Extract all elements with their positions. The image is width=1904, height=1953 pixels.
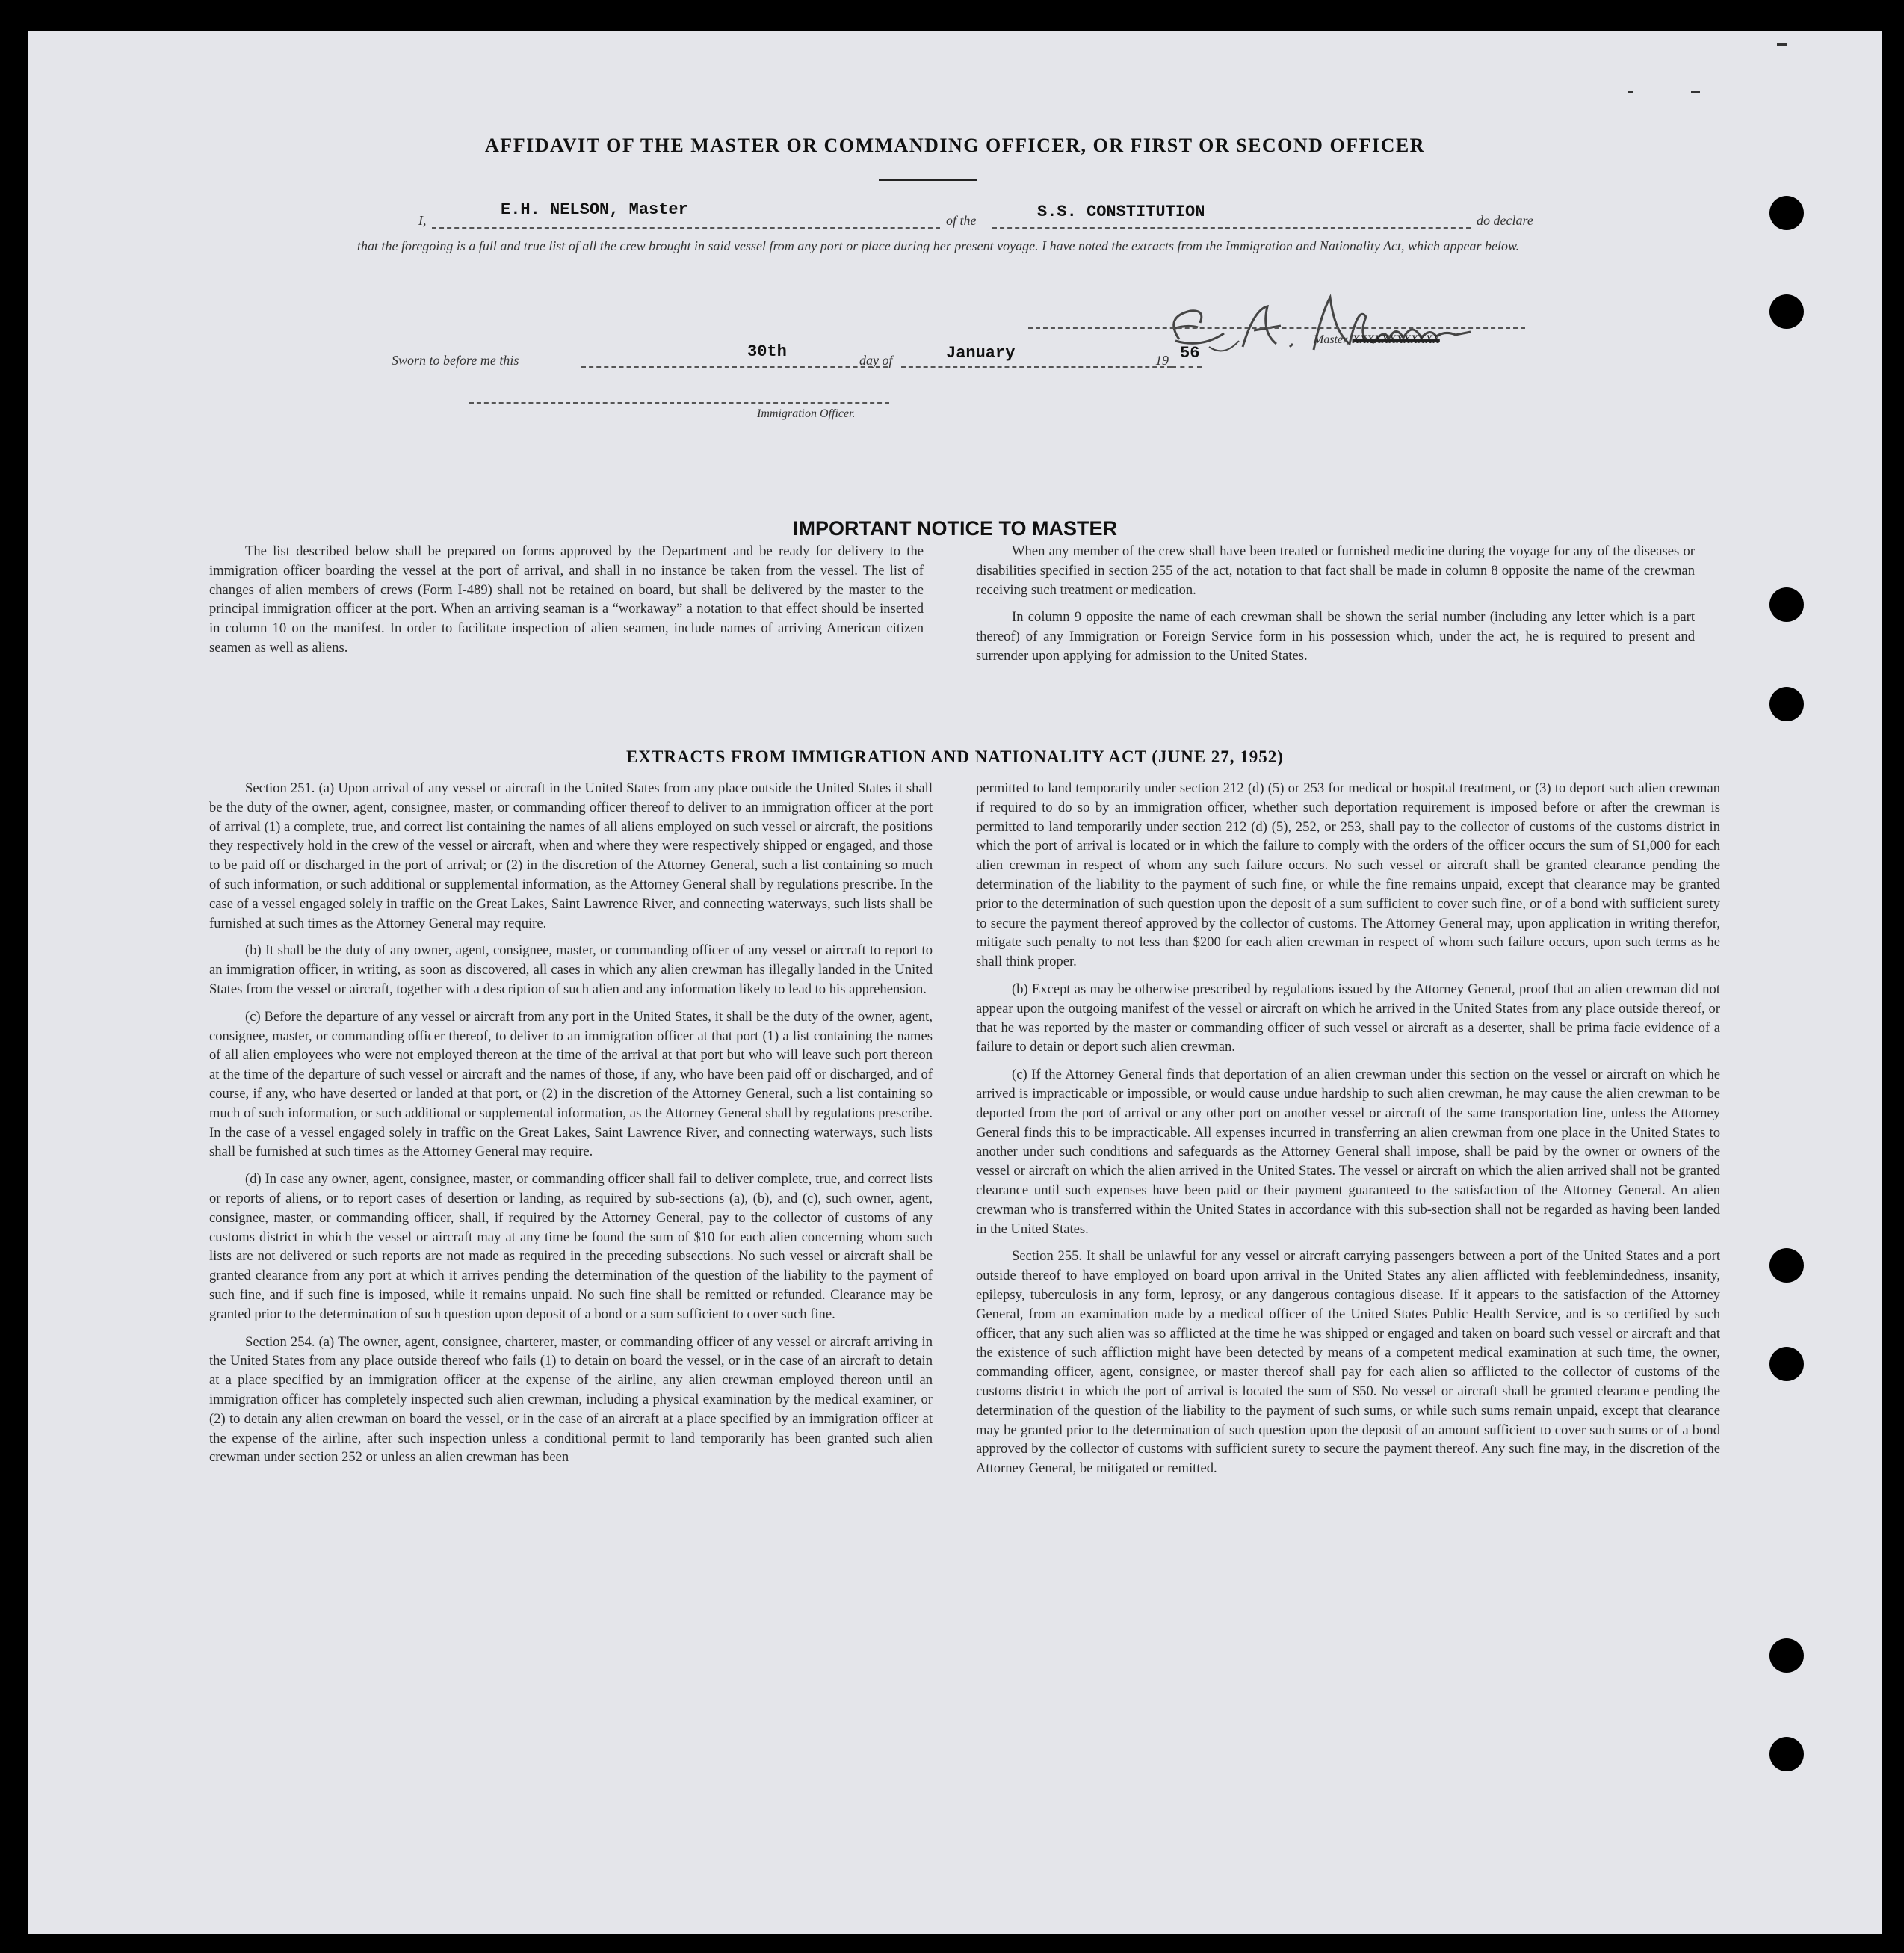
sworn-day-value: 30th (747, 342, 787, 361)
scan-mark (1691, 91, 1700, 93)
notice-title: IMPORTANT NOTICE TO MASTER (793, 517, 1117, 540)
master-name-line (432, 227, 940, 229)
label-year-prefix: 19 (1155, 353, 1169, 368)
punch-hole (1769, 587, 1804, 622)
notice-paragraph: In column 9 opposite the name of each crewman shall be shown the serial number (including any letter which is a part thereof) of any Immigration or Foreign Service form in his possession which, under the act, he is required to present and surrender upon applying for admission to the United States. (976, 609, 1695, 664)
section-251-d: (d) In case any owner, agent, consignee, master, or commanding officer shall fail to deliver complete, true, and correct lists or reports of aliens, or to report cases of desertion or landing, as required by sub-sections (a), (b), and (c), such owner, agent, consignee, master, or commanding officer, shall, if required by the Attorney General, pay to the collector of customs of any customs district in which the vessel or aircraft may at any time be found the sum of $10 for each alien concerning whom such lists are not delivered or such reports are not made as required in the preceding subsections. No such vessel or aircraft shall be granted clearance from any port at which it arrives pending the determination of the question of the liability to the payment of such fine, and if such fine is imposed, while it remains unpaid. No such fine shall be remitted or refunded. Clearance may be granted prior to the determination of such question upon deposit of a bond or a sum sufficient to cover such fine. (209, 1171, 933, 1322)
master-signature-line (1028, 327, 1525, 329)
sworn-month-line (901, 366, 1172, 368)
master-caption (1314, 333, 1440, 347)
section-251-c: (c) Before the departure of any vessel or aircraft from any port in the United States, it shall be the duty of the owner, agent, consignee, master, or commanding officer thereof, to deliver to an immigration officer at that port (1) a list containing the names of all alien employees who were not employed thereon at the time of the arrival at that port but who will leave such port thereon at the time of the departure of such vessel or aircraft and the names of those, if any, who have been paid off or discharged, and of course, if any, who have deserted or landed at that port, or (2) in the discretion of the Attorney General, such a list containing so much of such information, or such additional or supplemental information, as the Attorney General shall by regulations prescribe. In the case of a vessel engaged solely in traffic on the Great Lakes, Saint Lawrence River, and connecting waterways, such lists shall be furnished at such times as the Attorney General may require. (209, 1008, 933, 1160)
vessel-name-value: S.S. CONSTITUTION (1037, 203, 1205, 221)
sworn-day-line (581, 366, 888, 368)
officer-caption: Immigration Officer. (757, 407, 856, 420)
sworn-month-value: January (946, 344, 1016, 362)
punch-hole (1769, 1248, 1804, 1283)
scan-mark (1628, 91, 1633, 93)
punch-hole (1769, 1737, 1804, 1771)
label-sworn: Sworn to before me this (392, 353, 519, 368)
label-do-declare: do declare (1477, 213, 1533, 228)
punch-hole (1769, 1347, 1804, 1381)
punch-hole (1769, 294, 1804, 329)
notice-paragraph: When any member of the crew shall have been treated or furnished medicine during the voyage for any of the diseases or disabilities specified in section 255 of the act, notation to that fact shall be made in column 8 opposite the name of the crewman receiving such treatment or medication. (976, 543, 1695, 598)
label-day-of: day of (859, 353, 893, 368)
section-254-b: (b) Except as may be otherwise prescribed by regulations issued by the Attorney General, proof that an alien crewman did not appear upon the outgoing manifest of the vessel or aircraft on which he arrived in the United States from any place outside thereof, or that he was reported by the master or commanding officer of such vessel or aircraft as a deserter, shall be prima facie evidence of a failure to detain or deport such alien crewman. (976, 981, 1720, 1055)
affidavit-title: AFFIDAVIT OF THE MASTER OR COMMANDING OFFICER, OR FIRST OR SECOND OFFICER (485, 135, 1425, 156)
extracts-title: EXTRACTS FROM IMMIGRATION AND NATIONALITY ACT (JUNE 27, 1952) (626, 747, 1284, 766)
notice-left-column (209, 542, 924, 666)
declaration-text: that the foregoing is a full and true list of all the crew brought in said vessel from any port or place during her present voyage. I have noted the extracts from the Immigration and Nationality Act, which appear below. (357, 238, 1520, 253)
label-i: I, (418, 213, 427, 228)
punch-hole (1769, 1638, 1804, 1673)
label-of-the: of the (946, 213, 977, 228)
vessel-name-line (992, 227, 1471, 229)
scan-mark (1777, 43, 1787, 46)
notice-paragraph: The list described below shall be prepared on forms approved by the Department and be ready for delivery to the immigration officer boarding the vessel at the port of arrival, and shall in no instance be taken from the vessel. The list of changes of alien members of crews (Form I-489) shall not be retained on board, but shall be delivered by the master to the principal immigration officer at the port. When an arriving seaman is a “workaway” a notation to that effect should be inserted in column 10 on the manifest. In order to facilitate inspection of alien seamen, include names of arriving American citizen seamen as well as aliens. (209, 543, 924, 655)
master-caption-label: Master, (1314, 333, 1350, 346)
document-page (28, 31, 1882, 1934)
section-255: Section 255. It shall be unlawful for any vessel or aircraft carrying passengers between a port of the United States and a port outside thereof to have employed on board upon arrival in the United States any alien afflicted with feeblemindedness, insanity, epilepsy, tuberculosis in any form, leprosy, or any dangerous contagious disease. If it appears to the satisfaction of the Attorney General, from an examination made by a medical officer of the United States Public Health Service, and is so certified by such officer, that any such alien was so afflicted at the time he was shipped or engaged and taken on board such vessel or aircraft and that the existence of such affliction might have been detected by means of a competent medical examination at such time, the owner, commanding officer, agent, consignee, or master thereof shall pay for each alien so afflicted to the collector of customs of the customs district in which the port of arrival is located the sum of $50. No vessel or aircraft shall be granted clearance pending the determination of the question of the liability to the payment of such sums, or while such sums remain unpaid, except that clearance may be granted prior to the determination of such question upon the deposit of an amount sufficient to cover such sums or of a bond approved by the collector of customs with sufficient surety to secure the payment thereof. Any such fine may, in the discretion of the Attorney General, be mitigated or remitted. (976, 1248, 1720, 1477)
section-251-a: Section 251. (a) Upon arrival of any vessel or aircraft in the United States from any place outside the United States it shall be the duty of the owner, agent, consignee, master, or commanding officer thereof to deliver to an immigration officer at the port of arrival (1) a complete, true, and correct list containing the names of all aliens employed on such vessel or aircraft, the positions they respectively hold in the crew of the vessel or aircraft, when and where they were respectively shipped or engaged, and those to be paid off or discharged in the port of arrival; or (2) in the discretion of the Attorney General, such a list containing so much of such information, or such additional or supplemental information, as the Attorney General shall by regulations prescribe. In the case of a vessel engaged solely in traffic on the Great Lakes, Saint Lawrence River, and connecting waterways, such lists shall be furnished at such times as the Attorney General may require. (209, 780, 933, 931)
title-rule (879, 179, 977, 181)
section-254-a: Section 254. (a) The owner, agent, consignee, charterer, master, or commanding officer of any vessel or aircraft arriving in the United States from any place outside thereof who fails (1) to detain on board the vessel, or in the case of an aircraft to detain at a place specified by an immigration officer at the expense of the airline, any alien crewman employed thereon until an immigration officer has completely inspected such alien crewman, including a physical examination by the medical examiner, or (2) to detain any alien crewman on board the vessel, or in the case of an aircraft at a place specified by an immigration officer at the expense of the airline, after such inspection unless a conditional permit to land temporarily has been granted such alien crewman under section 252 or unless an alien crewman has been (209, 1333, 933, 1466)
extracts-right-column (976, 779, 1720, 1487)
extracts-left-column (209, 779, 933, 1475)
sworn-year-value: 56 (1180, 344, 1200, 362)
section-251-b: (b) It shall be the duty of any owner, agent, consignee, master, or commanding officer of any vessel or aircraft to report to an immigration officer, in writing, as soon as discovered, all cases in which any alien crewman has illegally landed in the United States from the vessel or aircraft, together with a description of such alien and any information likely to lead to his apprehension. (209, 942, 933, 997)
struck-title: XXXXXXXXXXXX (1352, 333, 1440, 346)
notice-right-column (976, 542, 1695, 674)
punch-hole (1769, 196, 1804, 230)
officer-signature-line (469, 402, 889, 404)
sworn-year-line (1172, 366, 1202, 368)
master-name-value: E.H. NELSON, Master (501, 200, 688, 219)
punch-hole (1769, 687, 1804, 721)
section-254-a-cont: permitted to land temporarily under section 212 (d) (5) or 253 for medical or hospital treatment, or (3) to deport such alien crewman if required to do so by an immigration officer, whether such deportation requirement is imposed before or after the crewman is permitted to land temporarily under section 212 (d) (5), 252, or 253, shall pay to the collector of customs of the customs district in which the port of arrival is located or in which the failure to comply with the orders of the officer occurs the sum of $1,000 for each alien crewman in respect of whom any such failure occurs. No such vessel or aircraft shall be granted clearance pending the determination of the liability to the payment of such fine, or while the fine remains unpaid, except that clearance may be granted prior to the determination of such question upon the deposit of a sum sufficient to cover such fine, or of a bond with sufficient surety to secure the payment thereof approved by the collector of customs. The Attorney General may, upon application in writing therefor, mitigate such penalty to not less than $200 for each alien crewman in respect of whom such failure occurs, upon such terms as he shall think proper. (976, 780, 1720, 970)
section-254-c: (c) If the Attorney General finds that deportation of an alien crewman under this section on the vessel or aircraft on which he arrived is impracticable or impossible, or would cause undue hardship to such alien crewman, he may cause the alien crewman to be deported from the port of arrival or any other port on another vessel or aircraft of the same transportation line, unless the Attorney General finds this to be impracticable. All expenses incurred in transferring an alien crewman from one place in the United States to another under such conditions and safeguards as the Attorney General shall impose, shall be paid by the owner or owners of the vessel or aircraft on which the alien arrived in the United States. The vessel or aircraft on which the alien arrived shall not be granted clearance until such expenses have been paid or their payment guaranteed to the satisfaction of the Attorney General. An alien crewman who is transferred within the United States in accordance with this sub-section shall not be regarded as having been landed in the United States. (976, 1067, 1720, 1237)
